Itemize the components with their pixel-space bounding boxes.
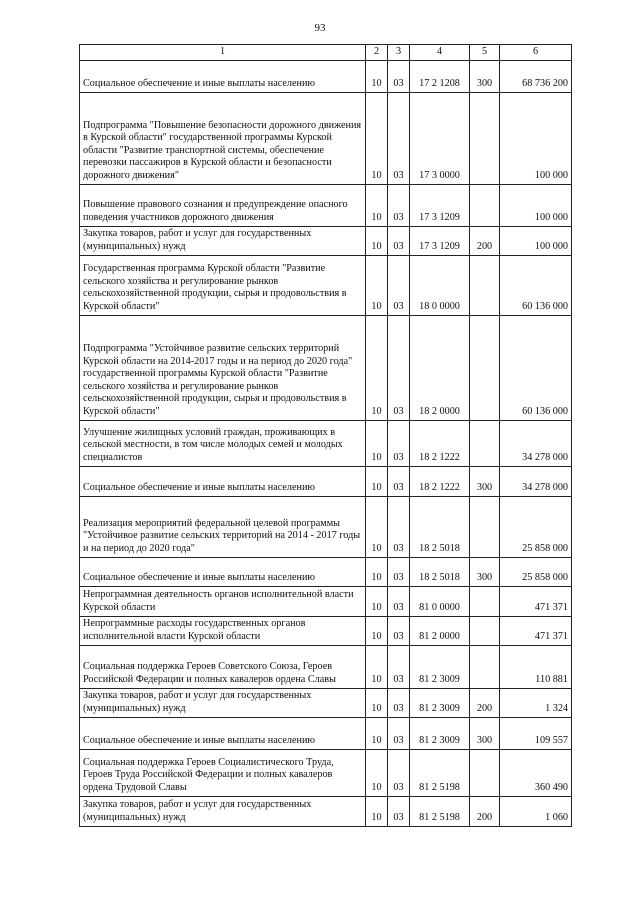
section-code-cell: 10 — [366, 315, 388, 420]
section-code-cell: 10 — [366, 796, 388, 826]
expense-name-cell: Реализация мероприятий федеральной целевой программы "Устойчивое развитие сельских территорий на 2014 - 2017 годы и на период до 2020 года" — [80, 496, 366, 557]
amount-cell: 68 736 200 — [500, 60, 572, 92]
amount-cell: 360 490 — [500, 749, 572, 796]
expense-name-cell: Социальная поддержка Героев Советского Союза, Героев Российской Федерации и полных кавалеров ордена Славы — [80, 645, 366, 688]
header-cell: 4 — [410, 45, 470, 61]
expense-type-cell: 300 — [470, 717, 500, 749]
expense-type-cell: 200 — [470, 796, 500, 826]
subsection-code-cell: 03 — [388, 255, 410, 315]
table-row — [80, 184, 572, 226]
target-article-cell: 81 0 0000 — [410, 586, 470, 616]
target-article-cell: 18 2 0000 — [410, 315, 470, 420]
table-row — [80, 226, 572, 255]
subsection-code-cell: 03 — [388, 749, 410, 796]
amount-cell: 60 136 000 — [500, 315, 572, 420]
table-row — [80, 645, 572, 688]
section-code-cell: 10 — [366, 616, 388, 645]
subsection-code-cell: 03 — [388, 557, 410, 586]
amount-cell: 34 278 000 — [500, 466, 572, 496]
amount-cell: 60 136 000 — [500, 255, 572, 315]
table-header-row — [80, 45, 572, 61]
expense-type-cell: 200 — [470, 226, 500, 255]
expense-type-cell — [470, 616, 500, 645]
subsection-code-cell: 03 — [388, 688, 410, 717]
expense-name-cell: Государственная программа Курской области "Развитие сельского хозяйства и регулирование рынков сельскохозяйственной продукции, сырья и продовольствия в Курской области" — [80, 255, 366, 315]
section-code-cell: 10 — [366, 226, 388, 255]
subsection-code-cell: 03 — [388, 60, 410, 92]
subsection-code-cell: 03 — [388, 420, 410, 466]
section-code-cell: 10 — [366, 688, 388, 717]
page-number: 93 — [314, 22, 326, 34]
amount-cell: 34 278 000 — [500, 420, 572, 466]
section-code-cell: 10 — [366, 586, 388, 616]
amount-cell: 471 371 — [500, 586, 572, 616]
expense-name-cell: Повышение правового сознания и предупреждение опасного поведения участников дорожного движения — [80, 184, 366, 226]
table-row — [80, 466, 572, 496]
subsection-code-cell: 03 — [388, 92, 410, 184]
section-code-cell: 10 — [366, 420, 388, 466]
amount-cell: 25 858 000 — [500, 557, 572, 586]
expense-name-cell: Закупка товаров, работ и услуг для государственных (муниципальных) нужд — [80, 226, 366, 255]
amount-cell: 471 371 — [500, 616, 572, 645]
expense-type-cell — [470, 749, 500, 796]
expense-type-cell: 200 — [470, 688, 500, 717]
expense-name-cell: Подпрограмма "Повышение безопасности дорожного движения в Курской области" государственной программы Курской области "Развитие транспортной системы, обеспечение перевозки пассажиров в Курской области и безопасности дорожного движения" — [80, 92, 366, 184]
amount-cell: 110 881 — [500, 645, 572, 688]
target-article-cell: 81 2 3009 — [410, 717, 470, 749]
target-article-cell: 17 3 1209 — [410, 226, 470, 255]
expense-type-cell: 300 — [470, 557, 500, 586]
target-article-cell: 81 2 3009 — [410, 645, 470, 688]
amount-cell: 100 000 — [500, 226, 572, 255]
table-row — [80, 796, 572, 826]
section-code-cell: 10 — [366, 749, 388, 796]
amount-cell: 1 060 — [500, 796, 572, 826]
expense-type-cell — [470, 496, 500, 557]
target-article-cell: 17 3 0000 — [410, 92, 470, 184]
section-code-cell: 10 — [366, 557, 388, 586]
subsection-code-cell: 03 — [388, 496, 410, 557]
expense-name-cell: Подпрограмма "Устойчивое развитие сельских территорий Курской области на 2014-2017 годы и на период до 2020 года" государственной программы Курской области "Развитие сельского хозяйства и регулирование рынков сельскохозяйственной продукции, сырья и продовольствия в Курской области" — [80, 315, 366, 420]
subsection-code-cell: 03 — [388, 226, 410, 255]
amount-cell: 109 557 — [500, 717, 572, 749]
target-article-cell: 18 2 1222 — [410, 466, 470, 496]
target-article-cell: 18 2 5018 — [410, 496, 470, 557]
expense-type-cell — [470, 184, 500, 226]
target-article-cell: 81 2 5198 — [410, 796, 470, 826]
target-article-cell: 81 2 0000 — [410, 616, 470, 645]
subsection-code-cell: 03 — [388, 466, 410, 496]
subsection-code-cell: 03 — [388, 796, 410, 826]
target-article-cell: 17 2 1208 — [410, 60, 470, 92]
budget-table — [79, 44, 572, 827]
expense-name-cell: Закупка товаров, работ и услуг для государственных (муниципальных) нужд — [80, 796, 366, 826]
subsection-code-cell: 03 — [388, 184, 410, 226]
table-row — [80, 557, 572, 586]
expense-type-cell — [470, 645, 500, 688]
table-row — [80, 92, 572, 184]
table-row — [80, 717, 572, 749]
expense-type-cell — [470, 586, 500, 616]
expense-name-cell: Улучшение жилищных условий граждан, проживающих в сельской местности, в том числе молодых семей и молодых специалистов — [80, 420, 366, 466]
section-code-cell: 10 — [366, 645, 388, 688]
target-article-cell: 17 3 1209 — [410, 184, 470, 226]
target-article-cell: 18 2 5018 — [410, 557, 470, 586]
target-article-cell: 18 2 1222 — [410, 420, 470, 466]
amount-cell: 25 858 000 — [500, 496, 572, 557]
table-row — [80, 688, 572, 717]
header-cell: 1 — [80, 45, 366, 61]
expense-type-cell — [470, 315, 500, 420]
expense-name-cell: Закупка товаров, работ и услуг для государственных (муниципальных) нужд — [80, 688, 366, 717]
header-cell: 3 — [388, 45, 410, 61]
subsection-code-cell: 03 — [388, 315, 410, 420]
expense-type-cell — [470, 92, 500, 184]
section-code-cell: 10 — [366, 184, 388, 226]
target-article-cell: 18 0 0000 — [410, 255, 470, 315]
section-code-cell: 10 — [366, 255, 388, 315]
subsection-code-cell: 03 — [388, 717, 410, 749]
expense-type-cell — [470, 255, 500, 315]
expense-name-cell: Непрограммная деятельность органов исполнительной власти Курской области — [80, 586, 366, 616]
table-row — [80, 496, 572, 557]
section-code-cell: 10 — [366, 496, 388, 557]
section-code-cell: 10 — [366, 717, 388, 749]
expense-type-cell — [470, 420, 500, 466]
expense-type-cell: 300 — [470, 466, 500, 496]
table-row — [80, 586, 572, 616]
expense-name-cell: Непрограммные расходы государственных органов исполнительной власти Курской области — [80, 616, 366, 645]
amount-cell: 1 324 — [500, 688, 572, 717]
subsection-code-cell: 03 — [388, 586, 410, 616]
table-row — [80, 315, 572, 420]
expense-type-cell: 300 — [470, 60, 500, 92]
header-cell: 2 — [366, 45, 388, 61]
section-code-cell: 10 — [366, 60, 388, 92]
table-row — [80, 255, 572, 315]
table-row — [80, 616, 572, 645]
subsection-code-cell: 03 — [388, 645, 410, 688]
subsection-code-cell: 03 — [388, 616, 410, 645]
expense-name-cell: Социальная поддержка Героев Социалистического Труда, Героев Труда Российской Федерации и полных кавалеров ордена Трудовой Славы — [80, 749, 366, 796]
target-article-cell: 81 2 3009 — [410, 688, 470, 717]
header-cell: 6 — [500, 45, 572, 61]
expense-name-cell: Социальное обеспечение и иные выплаты населению — [80, 557, 366, 586]
section-code-cell: 10 — [366, 92, 388, 184]
expense-name-cell: Социальное обеспечение и иные выплаты населению — [80, 717, 366, 749]
amount-cell: 100 000 — [500, 92, 572, 184]
target-article-cell: 81 2 5198 — [410, 749, 470, 796]
table-row — [80, 420, 572, 466]
amount-cell: 100 000 — [500, 184, 572, 226]
section-code-cell: 10 — [366, 466, 388, 496]
expense-name-cell: Социальное обеспечение и иные выплаты населению — [80, 466, 366, 496]
table-row — [80, 60, 572, 92]
expense-name-cell: Социальное обеспечение и иные выплаты населению — [80, 60, 366, 92]
header-cell: 5 — [470, 45, 500, 61]
table-row — [80, 749, 572, 796]
table-body — [80, 60, 572, 826]
